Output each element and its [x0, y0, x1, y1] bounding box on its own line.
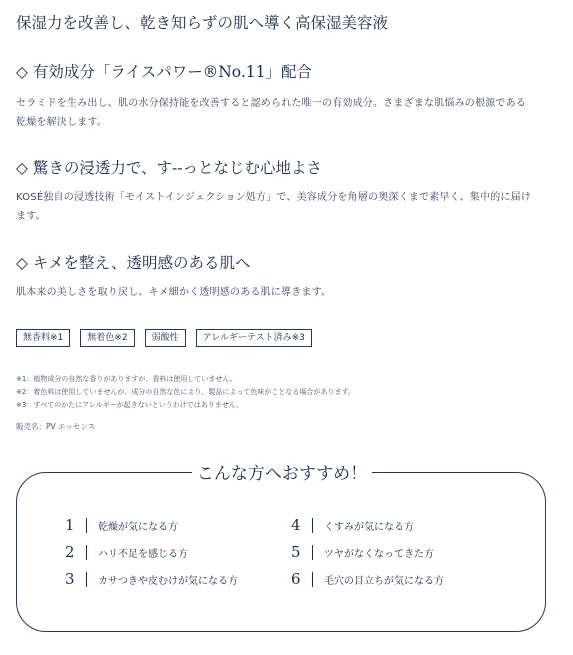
divider — [86, 572, 87, 587]
recommend-text: カサつきや皮むけが気になる方 — [98, 575, 238, 587]
page-headline: 保湿力を改善し、乾き知らずの肌へ導く高保湿美容液 — [16, 14, 389, 32]
recommend-text: 毛穴の目立ちが気になる方 — [324, 575, 444, 587]
recommend-item — [65, 516, 178, 534]
recommend-number: 4 — [291, 516, 301, 534]
recommend-item — [291, 543, 434, 561]
divider — [312, 545, 313, 560]
tag-fragrance-free: 無香料※1 — [16, 329, 70, 347]
recommend-text: ハリ不足を感じる方 — [98, 548, 188, 560]
divider — [86, 545, 87, 560]
recommend-item — [65, 570, 238, 588]
footnote: ※3：すべてのかたにアレルギーが起きないというわけではありません。 — [16, 401, 244, 409]
feature-tags — [16, 329, 312, 347]
recommend-item — [65, 543, 188, 561]
recommend-text: ツヤがなくなってきた方 — [324, 548, 434, 560]
footnote: ※1：植物成分の自然な香りがありますが、香料は使用していません。 — [16, 375, 237, 383]
recommend-text: くすみが気になる方 — [324, 521, 414, 533]
footnote: ※2：着色料は使用していませんが、成分の自然な色により、製品によって色味がことなる場合があります。 — [16, 388, 355, 396]
section-body-penetration — [16, 188, 548, 226]
seller-name: 販売名：PV エッセンス — [16, 422, 96, 431]
divider — [86, 518, 87, 533]
recommend-number: 5 — [291, 543, 301, 561]
section-body-texture — [16, 283, 548, 302]
divider — [312, 572, 313, 587]
recommend-number: 1 — [65, 516, 75, 534]
section-body-rice-power — [16, 94, 548, 132]
section-title-penetration: ◇ 驚きの浸透力で、す--っとなじむ心地よさ — [16, 159, 323, 177]
recommend-title: こんな方へおすすめ！ — [192, 459, 372, 484]
recommend-text: 乾燥が気になる方 — [98, 521, 178, 533]
tag-color-free: 無着色※2 — [80, 329, 134, 347]
section-title-texture: ◇ キメを整え、透明感のある肌へ — [16, 254, 251, 272]
tag-allergy-tested: アレルギーテスト済み※3 — [196, 329, 312, 347]
recommend-number: 2 — [65, 543, 75, 561]
body-line: 肌本来の美しさを取り戻し、キメ細かく透明感のある肌に導きます。 — [16, 287, 332, 298]
divider — [312, 518, 313, 533]
body-line: セラミドを生み出し、肌の水分保持能を改善すると認められた唯一の有効成分。さまざまな肌悩みの根源である — [16, 98, 526, 109]
body-line: ます。 — [16, 211, 46, 222]
body-line: KOSÉ独自の浸透技術「モイストインジェクション処方」で、美容成分を角層の奥深くまで素早く、集中的に届け — [16, 192, 531, 203]
recommend-number: 3 — [65, 570, 75, 588]
tag-weak-acid: 弱酸性 — [145, 329, 186, 347]
recommend-number: 6 — [291, 570, 301, 588]
section-title-rice-power: ◇ 有効成分「ライスパワー®No.11」配合 — [16, 63, 313, 81]
body-line: 乾燥を解決します。 — [16, 117, 107, 128]
recommend-item — [291, 516, 414, 534]
recommend-item — [291, 570, 444, 588]
footnotes — [16, 373, 355, 412]
